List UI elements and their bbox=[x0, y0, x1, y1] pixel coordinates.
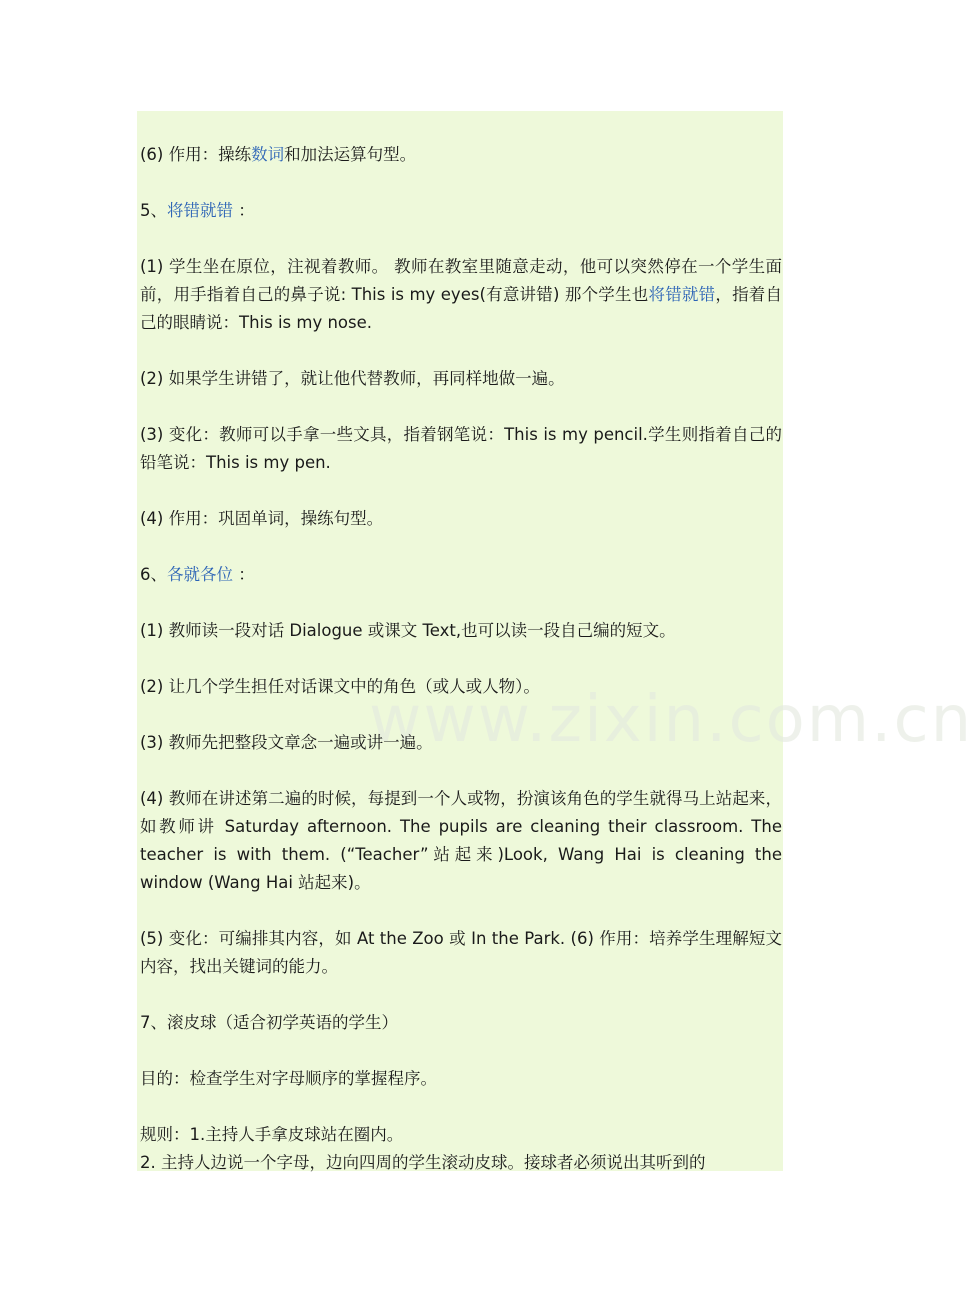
paragraph-7-rule-2: 2. 主持人边说一个字母，边向四周的学生滚动皮球。接球者必须说出其听到的 bbox=[140, 1153, 706, 1172]
paragraph-6-2: (2) 让几个学生担任对话课文中的角色（或人或人物）。 bbox=[140, 677, 540, 696]
paragraph-6-purpose: (6) 作用：操练数词和加法运算句型。 bbox=[140, 145, 417, 164]
paragraph-5-3: (3) 变化：教师可以手拿一些文具，指着钢笔说：This is my pencil.学生则指着自己的铅笔说：This is my pen. bbox=[140, 425, 782, 472]
document-text bbox=[140, 141, 782, 1177]
paragraph-6-4: (4) 教师在讲述第二遍的时候，每提到一个人或物，扮演该角色的学生就得马上站起来，如教师讲 Saturday afternoon. The pupils are cleaning their classroom. The teacher is with them. (“Teacher”站起来)Look, Wang Hai is cleaning the window (Wang Hai 站起来)。 bbox=[140, 789, 782, 892]
watermark: www.zixin.com.cn bbox=[369, 683, 973, 757]
section-heading-5: 5、将错就错 ： bbox=[140, 201, 255, 220]
paragraph-5-1: (1) 学生坐在原位，注视着教师。 教师在教室里随意走动，他可以突然停在一个学生面前，用手指着自己的鼻子说: This is my eyes(有意讲错) 那个学生也将错就错，指着自己的眼睛说：This is my nose. bbox=[140, 257, 782, 332]
link-game-positions[interactable]: 各就各位 bbox=[167, 565, 233, 584]
paragraph-7-goal: 目的：检查学生对字母顺序的掌握程序。 bbox=[140, 1069, 437, 1088]
link-game-mistake[interactable]: 将错就错 bbox=[167, 201, 233, 220]
document-content-area bbox=[137, 111, 973, 1172]
paragraph-5-2: (2) 如果学生讲错了，就让他代替教师，再同样地做一遍。 bbox=[140, 369, 565, 388]
link-numerals[interactable]: 数词 bbox=[251, 145, 285, 164]
paragraph-6-5: (5) 变化：可编排其内容，如 At the Zoo 或 In the Park. (6) 作用：培养学生理解短文内容，找出关键词的能力。 bbox=[140, 929, 782, 976]
section-heading-7: 7、滚皮球（适合初学英语的学生） bbox=[140, 1013, 398, 1032]
paragraph-7-rule-1: 规则：1.主持人手拿皮球站在圈内。 bbox=[140, 1125, 404, 1144]
link-game-mistake-inline[interactable]: 将错就错 bbox=[648, 285, 716, 304]
section-heading-6: 6、各就各位 ： bbox=[140, 565, 255, 584]
paragraph-6-3: (3) 教师先把整段文章念一遍或讲一遍。 bbox=[140, 733, 433, 752]
paragraph-6-1: (1) 教师读一段对话 Dialogue 或课文 Text,也可以读一段自己编的短文。 bbox=[140, 621, 676, 640]
paragraph-5-4: (4) 作用：巩固单词，操练句型。 bbox=[140, 509, 384, 528]
